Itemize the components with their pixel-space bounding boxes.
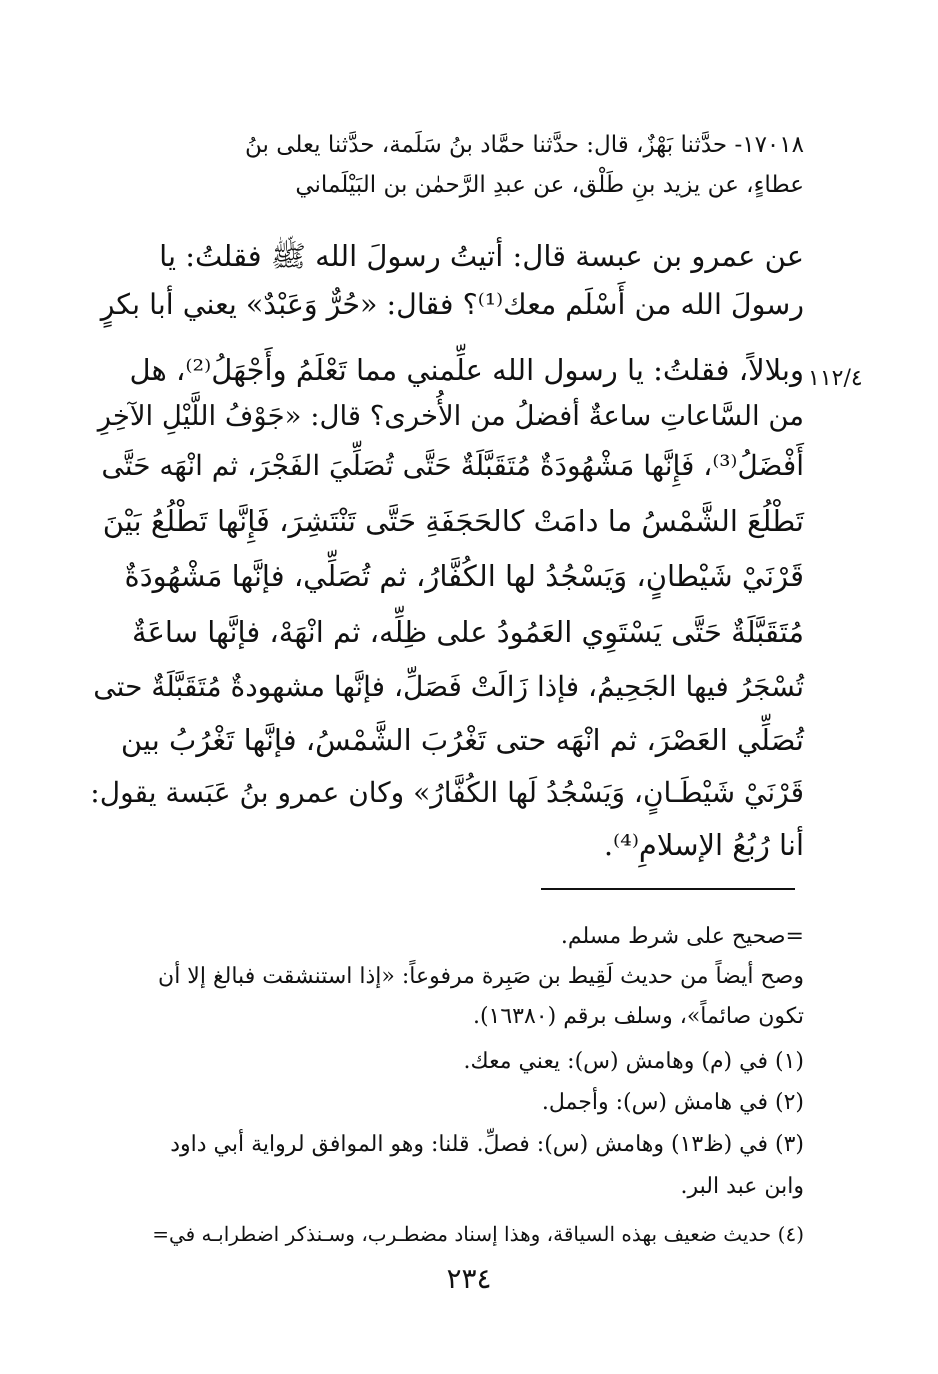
body-line: أَفْضَلُ⁽³⁾، فَإِنَّها مَشْهُودَةٌ مُتَقَبَّلَةٌ حَتَّى تُصَلِّيَ الفَجْرَ، ثم انْهَه حَتَّى bbox=[101, 449, 804, 482]
footnote-line: (١) في (م) وهامش (س): يعني معك. bbox=[463, 1049, 804, 1074]
footnote-line: وابن عبد البر. bbox=[680, 1174, 804, 1199]
footnote-line: (٣) في (ظ١٣) وهامش (س): فصلِّ. قلنا: وهو الموافق لرواية أبي داود bbox=[170, 1132, 804, 1157]
body-line: عن عمرو بن عبسة قال: أتيتُ رسولَ الله ﷺ فقلتُ: يا bbox=[159, 239, 804, 273]
body-line: قَرْنَيْ شَيْطانٍ، وَيَسْجُدُ لها الكُفَّارُ، ثم تُصَلِّي، فإنَّها مَشْهُودَةٌ bbox=[124, 559, 804, 593]
body-line: وبلالاً، فقلتُ: يا رسول الله علِّمني مما تَعْلَمُ وأَجْهَلُ⁽²⁾، هل bbox=[129, 353, 804, 387]
body-line: تُصَلِّي العَصْرَ، ثم انْهَه حتى تَغْرُبَ الشَّمْسُ، فإنَّها تَغْرُبُ بين bbox=[120, 723, 804, 757]
footnote-line: وصح أيضاً من حديث لَقِيط بن صَبِرة مرفوعاً: «إذا استنشقت فبالغ إلا أن bbox=[158, 964, 804, 989]
footnote-line: تكون صائماً»، وسلف برقم (١٦٣٨٠). bbox=[472, 1004, 804, 1029]
body-line: مُتَقَبَّلَةٌ حَتَّى يَسْتَوِي العَمُودُ على ظِلِّه، ثم انْهَهْ، فإنَّها ساعَةٌ bbox=[132, 615, 804, 649]
body-line: تَطْلُعَ الشَّمْسُ ما دامَتْ كالحَجَفَةِ حَتَّى تَنْتَشِرَ، فَإِنَّها تَطْلُعُ بَيْنَ bbox=[102, 504, 804, 538]
footnote-line: (٢) في هامش (س): وأجمل. bbox=[541, 1090, 804, 1115]
margin-reference: ١١٢/٤ bbox=[808, 366, 863, 391]
footnote-separator bbox=[541, 888, 795, 890]
footnote-line: =صحيح على شرط مسلم. bbox=[560, 924, 804, 949]
page-number: ٢٣٤ bbox=[446, 1262, 492, 1295]
body-line: رسولَ الله من أَسْلَم معك⁽¹⁾؟ فقال: «حُرٌّ وَعَبْدٌ» يعني أبا بكرٍ bbox=[100, 288, 804, 321]
footnote-line: (٤) حديث ضعيف بهذه السياقة، وهذا إسناد مضطـرب، وسـنذكر اضطرابـه في= bbox=[152, 1222, 804, 1246]
body-line: تُسْجَرُ فيها الجَحِيمُ، فإذا زَالَتْ فَصَلِّ، فإنَّها مشهودةٌ مُتَقَبَّلَةٌ حتى bbox=[93, 670, 804, 703]
hadith-isnad-line-1: ١٧٠١٨- حدَّثنا بَهْزٌ، قال: حدَّثنا حمَّاد بنُ سَلَمة، حدَّثنا يعلى بنُ bbox=[245, 132, 804, 158]
body-line: قَرْنَيْ شَيْطَـانٍ، وَيَسْجُدُ لَها الكُفَّارُ» وكان عمرو بنُ عَبَسة يقول: bbox=[90, 776, 804, 809]
body-line: من السَّاعاتِ ساعةٌ أفضلُ من الأُخرى؟ قال: «جَوْفُ اللَّيْلِ الآخِرِ bbox=[97, 400, 804, 432]
body-line: أنا رُبُعُ الإسلامِ⁽⁴⁾. bbox=[603, 828, 804, 862]
hadith-isnad-line-2: عطاءٍ، عن يزيد بنِ طَلْق، عن عبدِ الرَّحمٰن بن البَيْلَماني bbox=[295, 172, 804, 198]
